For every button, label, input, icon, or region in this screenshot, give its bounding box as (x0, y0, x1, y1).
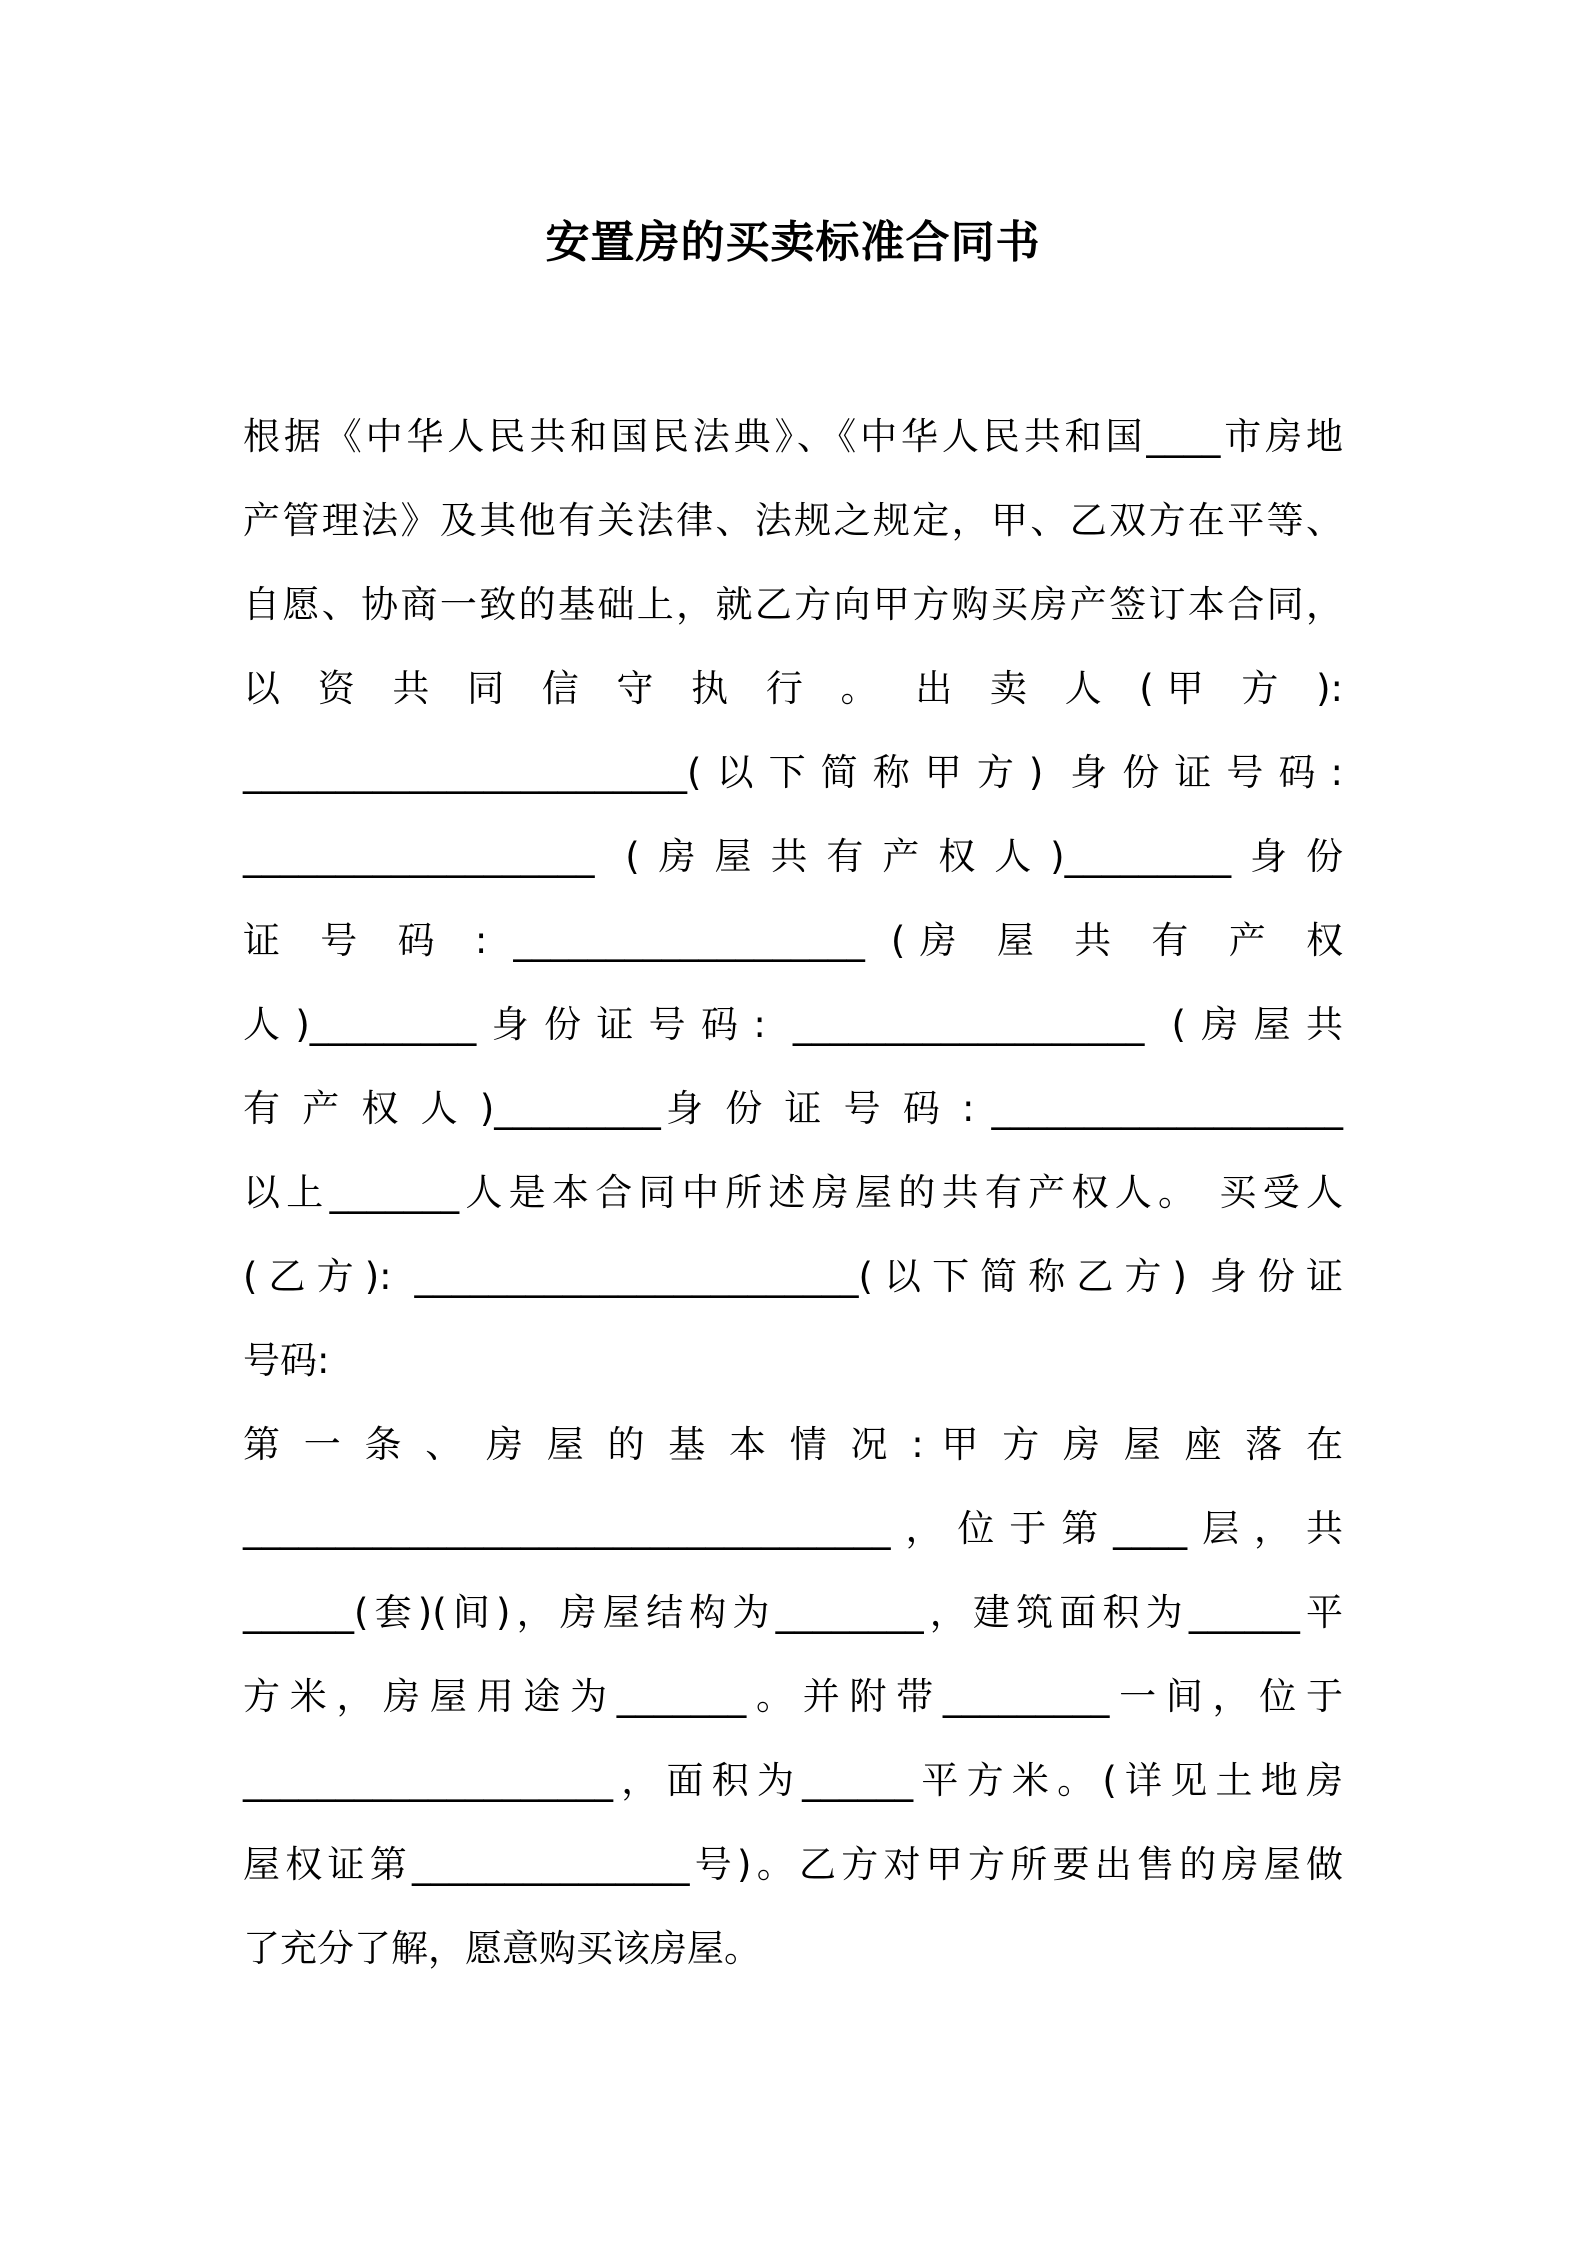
body-line: 证 号 码 : ___________________ (房 屋 共 有 产 权 (243, 919, 1343, 962)
body-line: ___________________________________，位于第____层，共 (243, 1507, 1343, 1550)
body-line: 产管理法》及其他有关法律、法规之规定，甲、乙双方在平等、 (243, 499, 1343, 542)
document-body (243, 395, 1343, 1991)
document-title: 安置房的买卖标准合同书 (545, 217, 1041, 268)
body-line: ___________________ (房屋共有产权人)_________身份 (243, 835, 1343, 878)
body-line: 方米，房屋用途为_______。并附带_________一间，位于 (243, 1675, 1343, 1718)
body-line: 以上_______人是本合同中所述房屋的共有产权人。 买受人 (243, 1171, 1343, 1214)
body-line: 第 一 条 、 房 屋 的 基 本 情 况 : 甲 方 房 屋 座 落 在 (243, 1423, 1343, 1466)
body-line: 屋权证第_______________号)。乙方对甲方所要出售的房屋做 (243, 1843, 1343, 1886)
body-line: 号码: (243, 1339, 330, 1382)
body-line: ______(套)(间)，房屋结构为________，建筑面积为______平 (243, 1591, 1343, 1634)
body-line: ____________________，面积为______平方米。(详见土地房 (243, 1759, 1343, 1802)
body-line: 人)_________身份证号码: ___________________ (房屋共 (243, 1003, 1343, 1046)
body-line: 有 产 权 人 )_________身 份 证 号 码 : ___________________ (243, 1087, 1343, 1130)
body-line: 根据《中华人民共和国民法典》、《中华人民共和国____市房地 (243, 415, 1343, 458)
body-line: 了充分了解，愿意购买该房屋。 (243, 1927, 761, 1970)
body-line: (乙方): ________________________(以下简称乙方) 身份证 (243, 1255, 1343, 1298)
body-line: ________________________(以下简称甲方) 身份证号码: (243, 751, 1343, 794)
body-line: 自愿、协商一致的基础上，就乙方向甲方购买房产签订本合同， (243, 583, 1343, 626)
body-line: 以 资 共 同 信 守 执 行 。 出 卖 人 (甲 方 ): (243, 667, 1343, 710)
